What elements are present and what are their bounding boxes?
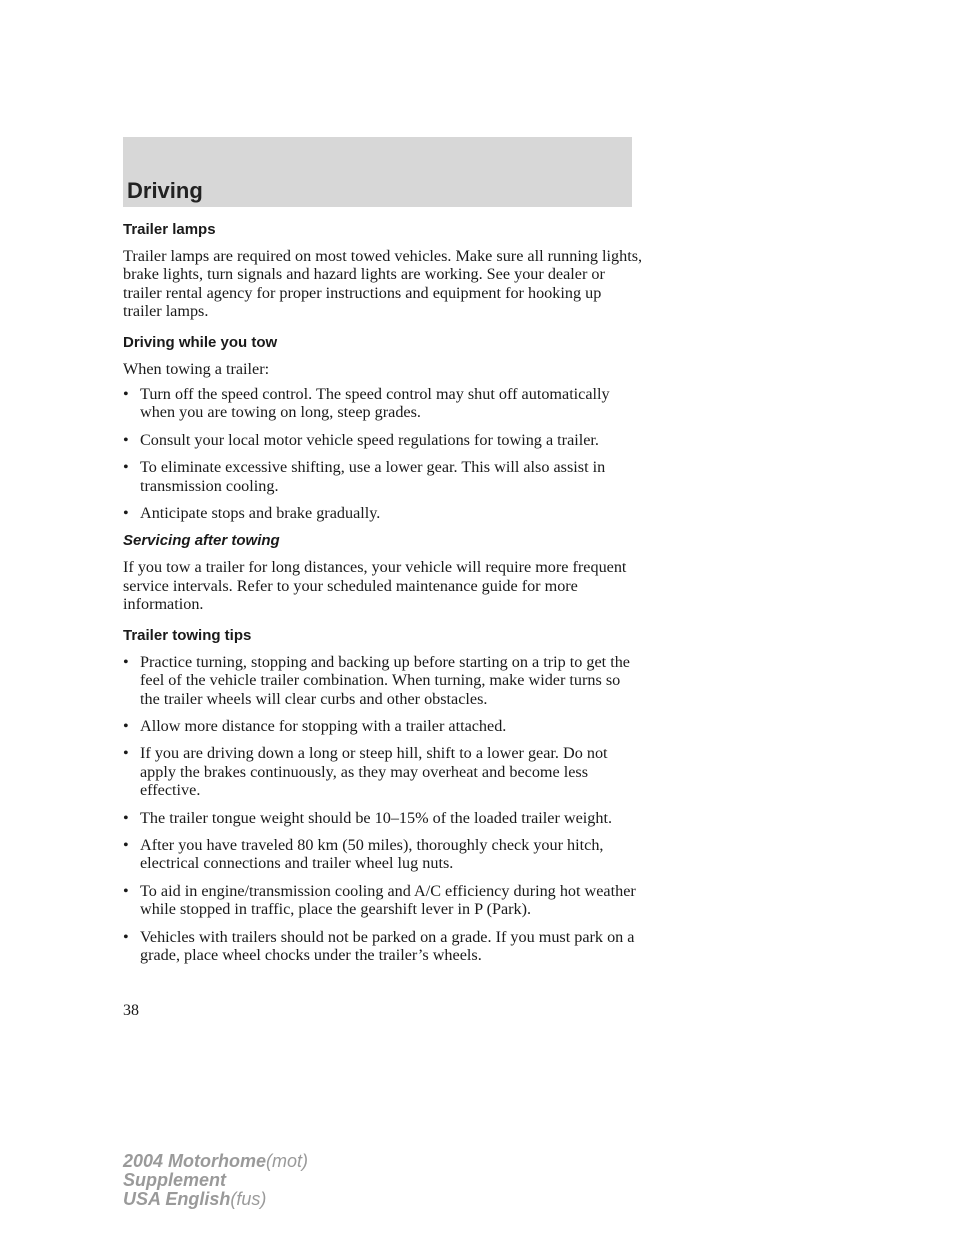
footer-line-3: USA English(fus) xyxy=(123,1189,267,1209)
bullet-icon: • xyxy=(123,430,129,449)
heading-driving-while-tow: Driving while you tow xyxy=(123,333,278,351)
bullet-icon: • xyxy=(123,835,129,854)
page-number: 38 xyxy=(123,1002,139,1019)
list-item: • Consult your local motor vehicle speed regulations for towing a trailer. xyxy=(123,430,599,449)
bullet-icon: • xyxy=(123,458,129,477)
list-item: • If you are driving down a long or steep hill, shift to a lower gear. Do not apply the brakes continuously, as they may overheat and become less effective. xyxy=(123,744,608,800)
bullet-icon: • xyxy=(123,744,129,763)
bullet-icon: • xyxy=(123,716,129,735)
list-item: • Vehicles with trailers should not be parked on a grade. If you must park on a grade, place wheel chocks under the trailer’s wheels. xyxy=(123,927,635,964)
bullet-icon: • xyxy=(123,652,129,671)
list-item: • Turn off the speed control. The speed control may shut off automatically when you are towing on long, steep grades. xyxy=(123,385,610,422)
footer-line-1: 2004 Motorhome(mot) xyxy=(123,1151,309,1171)
list-item: • Practice turning, stopping and backing up before starting on a trip to get the feel of the vehicle trailer combination. When turning, make wider turns so the trailer wheels will clear curbs and other obstacles. xyxy=(123,652,630,708)
bullet-icon: • xyxy=(123,808,129,827)
page-content xyxy=(123,220,643,973)
list-item: • Allow more distance for stopping with a trailer attached. xyxy=(123,716,507,735)
heading-trailer-lamps: Trailer lamps xyxy=(123,221,216,238)
paragraph-trailer-lamps: Trailer lamps are required on most towed vehicles. Make sure all running lights, brake lights, turn signals and hazard lights are working. See your dealer or trailer rental agency for proper instructions and equipment for hooking up trailer lamps. xyxy=(123,247,643,321)
document-footer xyxy=(123,1152,308,1209)
list-item: • Anticipate stops and brake gradually. xyxy=(123,504,381,523)
footer-line-2: Supplement xyxy=(123,1170,227,1190)
list-towing-tips xyxy=(123,653,643,965)
list-item: • After you have traveled 80 km (50 miles), thoroughly check your hitch, electrical connections and trailer wheel lug nuts. xyxy=(123,835,604,873)
bullet-icon: • xyxy=(123,881,129,900)
paragraph-servicing: If you tow a trailer for long distances, your vehicle will require more frequent service intervals. Refer to your scheduled maintenance guide for more information. xyxy=(123,558,627,614)
list-item: • The trailer tongue weight should be 10–15% of the loaded trailer weight. xyxy=(123,808,612,827)
bullet-icon: • xyxy=(123,927,129,946)
list-driving-tow xyxy=(123,385,643,522)
list-item: • To aid in engine/transmission cooling and A/C efficiency during hot weather while stopped in traffic, place the gearshift lever in P (Park). xyxy=(123,881,636,919)
heading-towing-tips: Trailer towing tips xyxy=(123,626,252,644)
heading-servicing: Servicing after towing xyxy=(123,532,280,550)
section-title: Driving xyxy=(127,178,203,203)
paragraph-towing-intro: When towing a trailer: xyxy=(123,359,270,378)
list-item: • To eliminate excessive shifting, use a lower gear. This will also assist in transmission cooling. xyxy=(123,458,606,495)
bullet-icon: • xyxy=(123,385,129,404)
bullet-icon: • xyxy=(123,504,129,523)
